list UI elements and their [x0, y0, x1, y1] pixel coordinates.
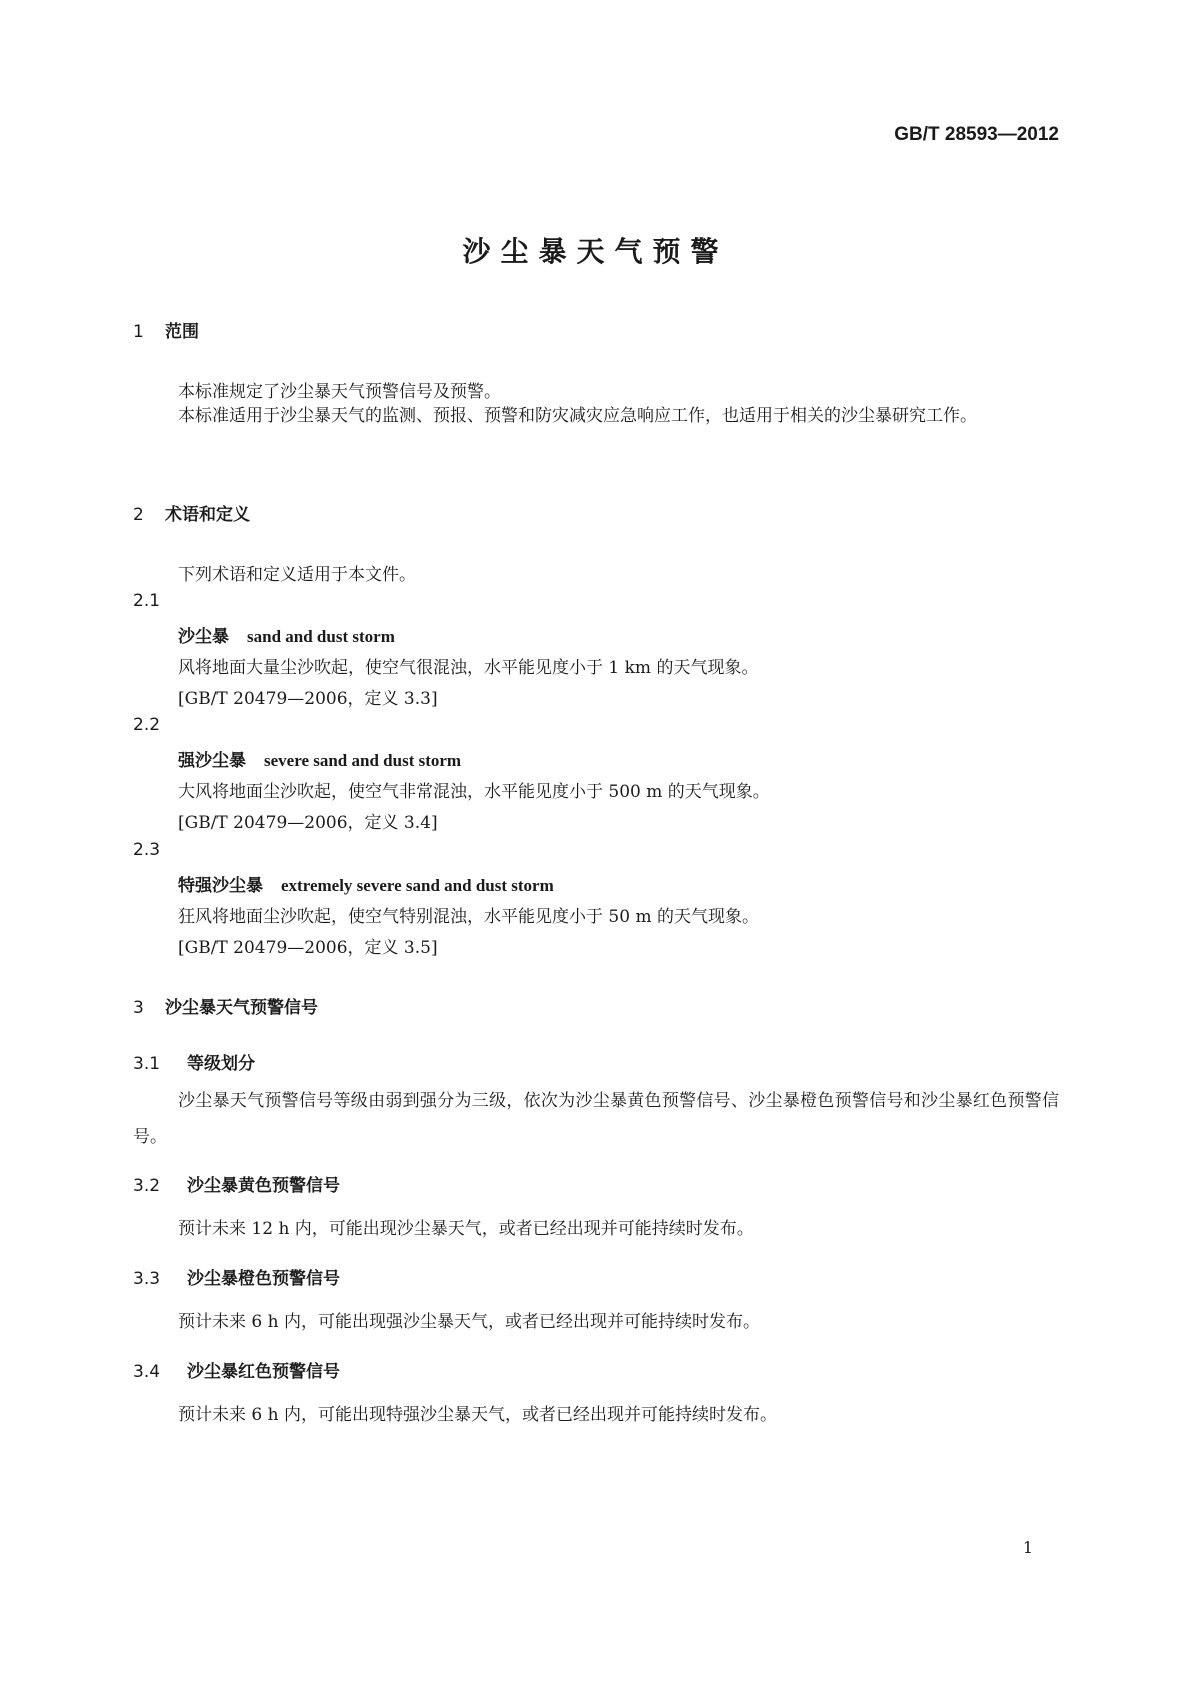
subsection-heading — [133, 1171, 340, 1196]
term-source: [GB/T 20479—2006，定义 3.3] — [178, 689, 438, 709]
subsection-text: 预计未来 6 h 内，可能出现强沙尘暴天气，或者已经出现并可能持续时发布。 — [178, 1312, 760, 1332]
section-number: 2 — [133, 505, 144, 525]
section-2-intro: 下列术语和定义适用于本文件。 — [178, 565, 416, 585]
section-number: 1 — [133, 322, 144, 342]
subsection-title: 沙尘暴橙色预警信号 — [187, 1269, 340, 1289]
subsection-heading — [133, 1357, 340, 1382]
section-number: 3 — [133, 998, 144, 1018]
section-title: 术语和定义 — [165, 505, 250, 525]
subsection-heading — [133, 1264, 340, 1289]
subsection-text: 预计未来 6 h 内，可能出现特强沙尘暴天气，或者已经出现并可能持续时发布。 — [178, 1405, 777, 1425]
term-heading — [178, 746, 461, 771]
term-en: severe sand and dust storm — [264, 751, 462, 770]
term-zh: 沙尘暴 — [178, 627, 229, 647]
section-title: 沙尘暴天气预警信号 — [165, 998, 318, 1018]
page-number: 1 — [1022, 1538, 1033, 1557]
section-title: 范围 — [165, 322, 199, 342]
subsection-text: 沙尘暴天气预警信号等级由弱到强分为三级，依次为沙尘暴黄色预警信号、沙尘暴橙色预警信号和沙尘暴红色预警信号。 — [133, 1091, 1059, 1147]
term-number: 2.1 — [133, 591, 161, 611]
document-title: 沙尘暴天气预警 — [462, 235, 729, 268]
subsection-text: 预计未来 12 h 内，可能出现沙尘暴天气，或者已经出现并可能持续时发布。 — [178, 1219, 754, 1239]
term-definition: 风将地面大量尘沙吹起，使空气很混浊，水平能见度小于 1 km 的天气现象。 — [178, 658, 759, 678]
term-zh: 特强沙尘暴 — [178, 876, 263, 896]
subsection-heading — [133, 1049, 255, 1074]
section-1-paragraph-1: 本标准规定了沙尘暴天气预警信号及预警。 — [178, 382, 501, 402]
subsection-title: 沙尘暴黄色预警信号 — [187, 1176, 340, 1196]
term-zh: 强沙尘暴 — [178, 751, 246, 771]
section-1-paragraph-2: 本标准适用于沙尘暴天气的监测、预报、预警和防灾减灾应急响应工作，也适用于相关的沙尘暴研究工作。 — [178, 406, 977, 426]
standard-number: GB/T 28593—2012 — [894, 124, 1059, 145]
term-heading — [178, 871, 554, 896]
term-en: sand and dust storm — [247, 627, 395, 646]
section-2-heading — [133, 500, 250, 525]
subsection-number: 3.2 — [133, 1176, 161, 1196]
term-source: [GB/T 20479—2006，定义 3.5] — [178, 938, 438, 958]
subsection-number: 3.1 — [133, 1054, 161, 1074]
section-1-heading — [133, 317, 199, 342]
term-en: extremely severe sand and dust storm — [281, 876, 554, 895]
subsection-number: 3.4 — [133, 1362, 161, 1382]
term-definition: 大风将地面尘沙吹起，使空气非常混浊，水平能见度小于 500 m 的天气现象。 — [178, 782, 770, 802]
section-3-heading — [133, 993, 318, 1018]
subsection-title: 沙尘暴红色预警信号 — [187, 1362, 340, 1382]
term-number: 2.2 — [133, 715, 161, 735]
subsection-title: 等级划分 — [187, 1054, 255, 1074]
term-number: 2.3 — [133, 840, 161, 860]
subsection-number: 3.3 — [133, 1269, 161, 1289]
term-heading — [178, 622, 395, 647]
term-definition: 狂风将地面尘沙吹起，使空气特别混浊，水平能见度小于 50 m 的天气现象。 — [178, 907, 759, 927]
term-source: [GB/T 20479—2006，定义 3.4] — [178, 813, 438, 833]
